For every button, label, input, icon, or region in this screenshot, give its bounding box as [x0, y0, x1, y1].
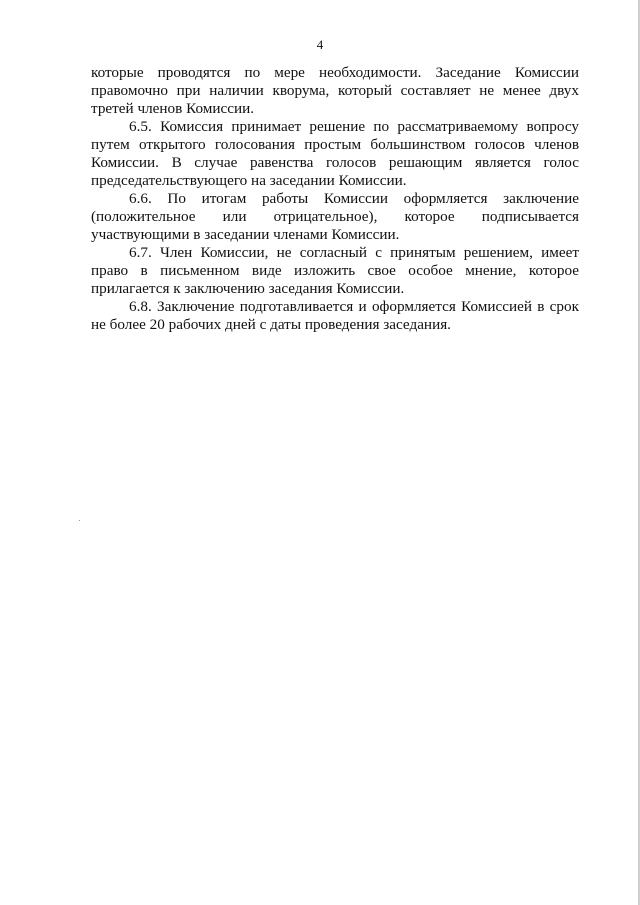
scan-speck [79, 520, 80, 521]
paragraph-6-5: 6.5. Комиссия принимает решение по рассматриваемому вопросу путем открытого голосования простым большинством голосов членов Комиссии. В случае равенства голосов решающим является голос председательствующего на заседании Комиссии. [91, 118, 579, 189]
page-number: 4 [316, 37, 324, 52]
paragraph-6-8: 6.8. Заключение подготавливается и оформляется Комиссией в срок не более 20 рабочих дней с даты проведения заседания. [91, 298, 579, 333]
document-body [91, 64, 579, 334]
paragraph-continuation: которые проводятся по мере необходимости. Заседание Комиссии правомочно при наличии кворума, который составляет не менее двух третей членов Комиссии. [91, 64, 579, 117]
paragraph-6-7: 6.7. Член Комиссии, не согласный с принятым решением, имеет право в письменном виде изложить свое особое мнение, которое прилагается к заключению заседания Комиссии. [91, 244, 579, 297]
paragraph-6-6: 6.6. По итогам работы Комиссии оформляется заключение (положительное или отрицательное), которое подписывается участвующими в заседании членами Комиссии. [91, 190, 579, 243]
